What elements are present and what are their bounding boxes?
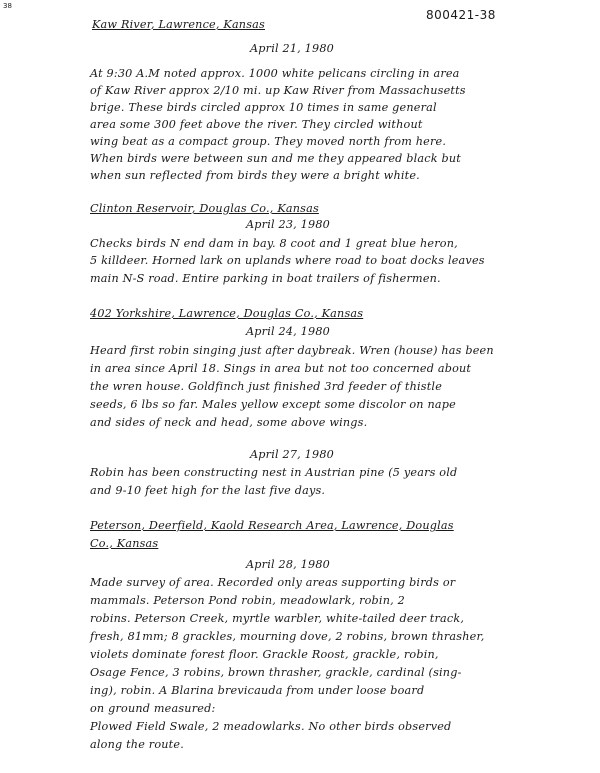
entry-line: Osage Fence, 3 robins, brown thrasher, grackle, cardinal (sing- [90, 666, 462, 679]
entry-line: Checks birds N end dam in bay. 8 coot and 1 great blue heron, [90, 237, 458, 250]
entry-date: April 24, 1980 [246, 325, 330, 338]
entry-line: when sun reflected from birds they were a bright white. [90, 169, 420, 182]
entry-line: When birds were between sun and me they appeared black but [90, 152, 461, 165]
entry-line: on ground measured: [90, 702, 216, 715]
entry-line: and sides of neck and head, some above wings. [90, 416, 368, 429]
document-id: 800421-38 [426, 8, 496, 22]
entry-line: ing), robin. A Blarina brevicauda from under loose board [90, 684, 425, 697]
entry-line: Heard first robin singing just after daybreak. Wren (house) has been [90, 344, 494, 357]
entry-heading: 402 Yorkshire, Lawrence, Douglas Co., Kansas [90, 307, 364, 320]
entry-line: brige. These birds circled approx 10 times in same general [90, 101, 437, 114]
entry-line: main N-S road. Entire parking in boat trailers of fishermen. [90, 272, 441, 285]
entry-line: Plowed Field Swale, 2 meadowlarks. No other birds observed [90, 720, 452, 733]
entry-line: and 9-10 feet high for the last five days. [90, 484, 326, 497]
entry-heading-continued: Co., Kansas [90, 537, 159, 550]
entry-line: Robin has been constructing nest in Austrian pine (5 years old [90, 466, 458, 479]
entry-heading: Peterson, Deerfield, Kaold Research Area, Lawrence, Douglas [90, 519, 454, 532]
entry-date: April 23, 1980 [246, 218, 330, 231]
entry-line: the wren house. Goldfinch just finished 3rd feeder of thistle [90, 380, 443, 393]
entry-date: April 28, 1980 [246, 558, 330, 571]
entry-line: seeds, 6 lbs so far. Males yellow except some discolor on nape [90, 398, 456, 411]
entry-line: of Kaw River approx 2/10 mi. up Kaw River from Massachusetts [90, 84, 466, 97]
entry-line: wing beat as a compact group. They moved north from here. [90, 135, 447, 148]
entry-line: Made survey of area. Recorded only areas supporting birds or [90, 576, 456, 589]
entry-line: mammals. Peterson Pond robin, meadowlark, robin, 2 [90, 594, 405, 607]
entry-line: violets dominate forest floor. Grackle Roost, grackle, robin, [90, 648, 439, 661]
entry-line: in area since April 18. Sings in area but not too concerned about [90, 362, 472, 375]
entry-line: robins. Peterson Creek, myrtle warbler, white-tailed deer track, [90, 612, 465, 625]
entry-heading: Kaw River, Lawrence, Kansas [92, 18, 265, 31]
page-corner-number: 38 [3, 2, 12, 10]
entry-date: April 27, 1980 [250, 448, 334, 461]
entry-line: area some 300 feet above the river. They circled without [90, 118, 423, 131]
entry-line: along the route. [90, 738, 184, 751]
entry-date: April 21, 1980 [250, 42, 334, 55]
entry-heading: Clinton Reservoir, Douglas Co., Kansas [90, 202, 319, 215]
entry-line: fresh, 81mm; 8 grackles, mourning dove, 2 robins, brown thrasher, [90, 630, 485, 643]
entry-line: 5 killdeer. Horned lark on uplands where road to boat docks leaves [90, 254, 485, 267]
entry-line: At 9:30 A.M noted approx. 1000 white pelicans circling in area [90, 67, 460, 80]
